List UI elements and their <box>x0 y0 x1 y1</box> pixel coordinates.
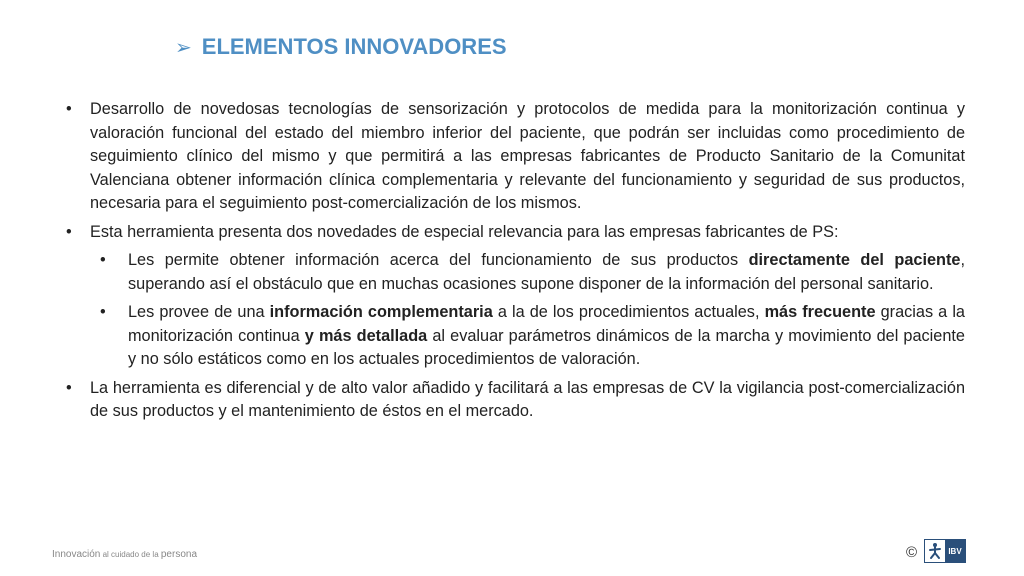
bullet-item <box>58 98 965 216</box>
text-segment: , superando así el obstáculo que en muchas ocasiones supone disponer de la información del personal sanitario. <box>128 251 965 293</box>
bold-text-segment: información complementaria <box>269 303 493 321</box>
text-segment: al evaluar parámetros dinámicos de la marcha y movimiento del paciente y no sólo estáticos como en los actuales procedimientos de valoración. <box>128 326 965 368</box>
footer-slogan <box>52 549 197 560</box>
bold-text-segment: y más detallada <box>304 326 428 345</box>
slide-title <box>175 34 507 60</box>
text-segment: Esta herramienta presenta dos novedades de especial relevancia para las empresas fabricantes de PS: <box>90 222 839 241</box>
arrow-bullet-icon: ➢ <box>175 36 192 59</box>
sub-bullet-item <box>90 249 965 296</box>
text-segment: Les provee de una <box>128 303 270 321</box>
text-segment: gracias a la monitorización continua <box>128 303 965 345</box>
bold-text-segment: directamente del paciente <box>748 251 961 269</box>
bullet-item <box>58 221 965 245</box>
slide-title-text: ELEMENTOS INNOVADORES <box>201 34 507 59</box>
bullet-dot-icon: • <box>100 303 106 321</box>
bullet-dot-icon: • <box>66 222 72 241</box>
slide-content <box>58 98 965 429</box>
footer-word-innovacion: Innovación <box>52 549 101 560</box>
footer-word-persona: persona <box>160 549 198 560</box>
bold-text-segment: más frecuente <box>764 303 876 321</box>
bullet-dot-icon: • <box>66 378 72 397</box>
footer-word-middle: al cuidado de la <box>100 550 161 559</box>
bullet-item <box>58 377 965 424</box>
logo-text: IBV <box>945 540 965 562</box>
sub-bullet-item <box>90 301 965 372</box>
walking-figure-icon <box>925 540 945 562</box>
text-segment: Desarrollo de novedosas tecnologías de sensorización y protocolos de medida para la monitorización continua y valoración funcional del estado del miembro inferior del paciente, que podrán ser incluidas como procedimiento de seguimiento clínico del mismo y que permitirá a las empresas fabricantes de Producto Sanitario de la Comunitat Valenciana obtener información clínica complementaria y relevante del funcionamiento y seguridad de sus productos, necesaria para el seguimiento post-comercialización de los mismos. <box>90 100 965 212</box>
text-segment: Les permite obtener información acerca del funcionamiento de sus productos <box>128 251 749 269</box>
text-segment: La herramienta es diferencial y de alto valor añadido y facilitará a las empresas de CV la vigilancia post-comercialización de sus productos y el mantenimiento de éstos en el mercado. <box>90 378 965 420</box>
bullet-dot-icon: • <box>66 100 72 118</box>
bullet-dot-icon: • <box>100 251 106 269</box>
copyright-symbol: © <box>906 544 918 561</box>
ibv-logo <box>924 539 966 563</box>
bullet-list <box>58 98 965 424</box>
text-segment: a la de los procedimientos actuales, <box>492 303 765 321</box>
